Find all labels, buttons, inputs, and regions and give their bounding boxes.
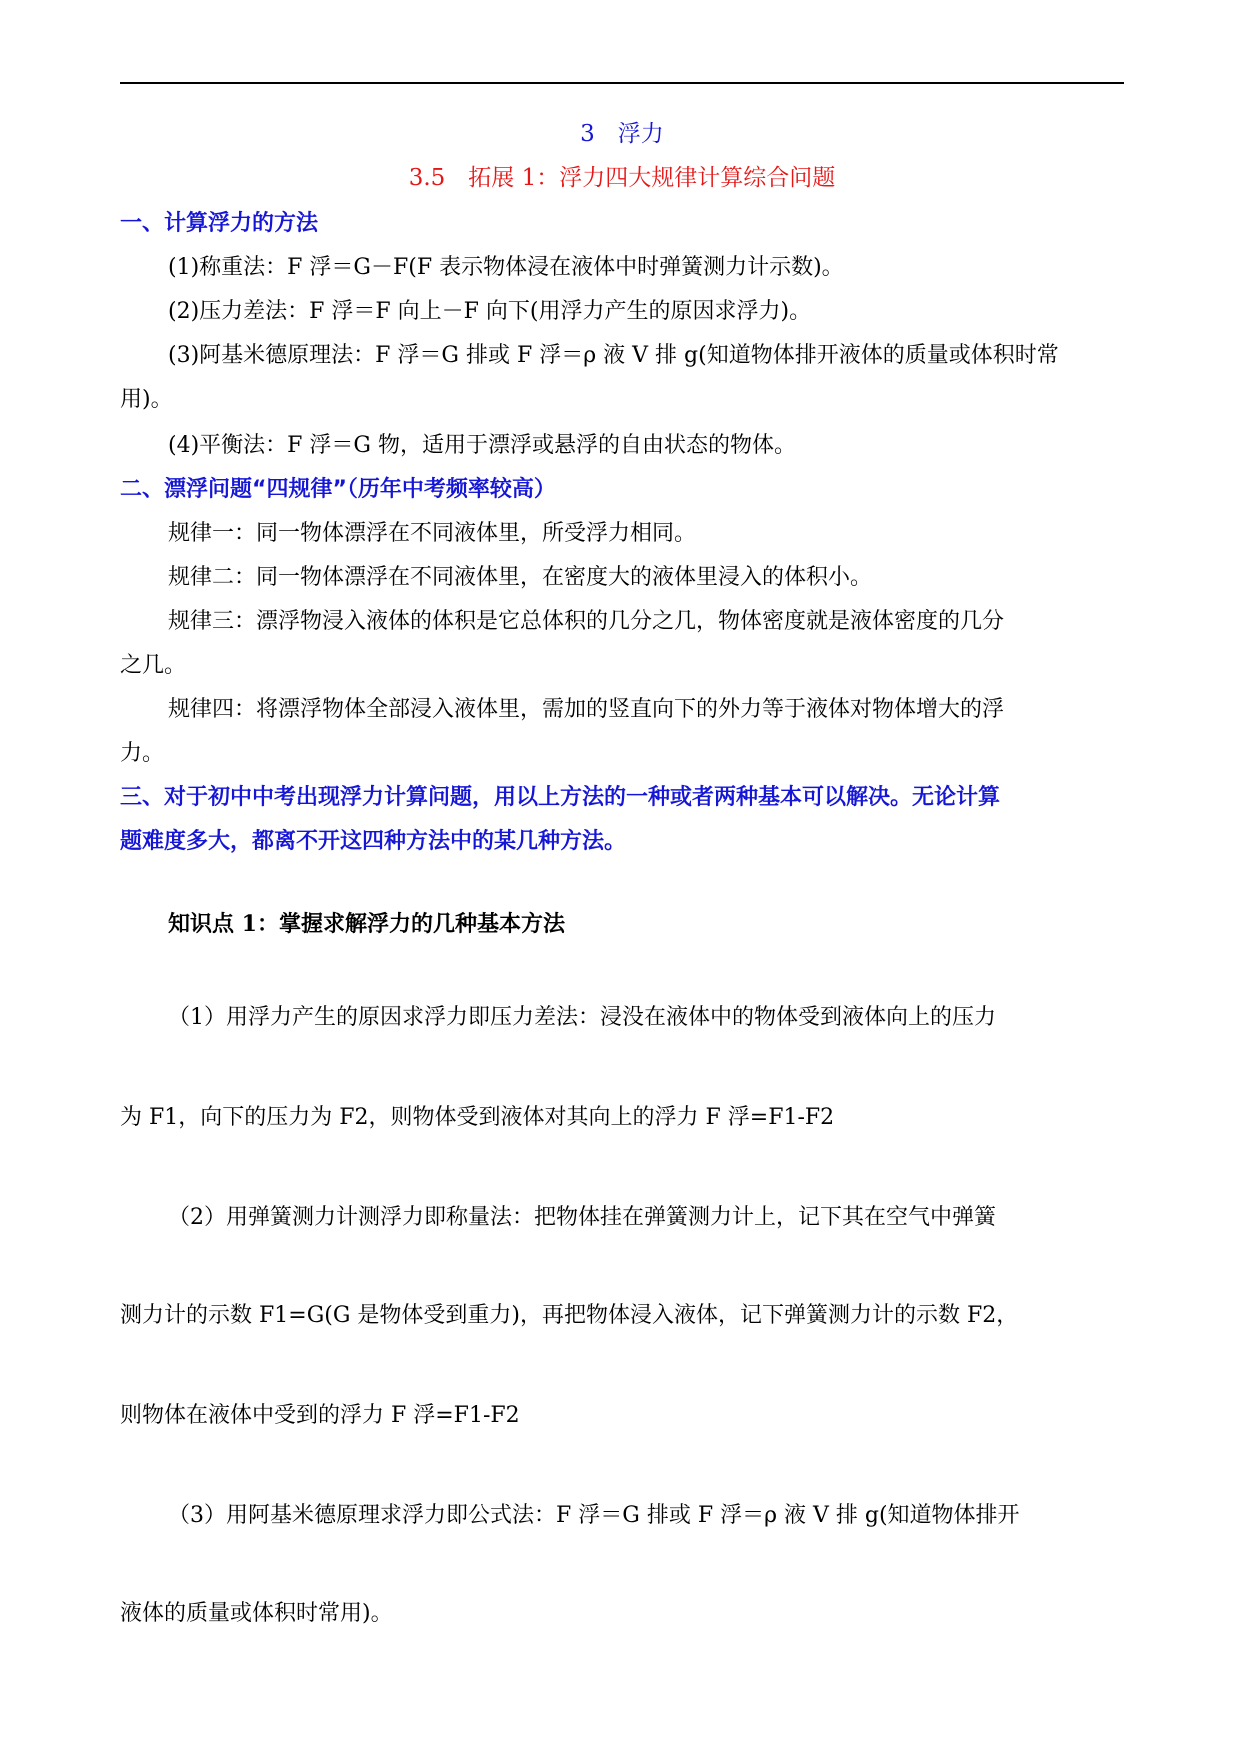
knowledge-line-6: （3）用阿基米德原理求浮力即公式法：F 浮＝G 排或 F 浮＝ρ 液 V 排 g(知道物体排开	[168, 1503, 1020, 1528]
method-pressure-difference: (2)压力差法：F 浮＝F 向上－F 向下(用浮力产生的原因求浮力)。	[168, 299, 812, 324]
knowledge-line-5: 则物体在液体中受到的浮力 F 浮=F1-F2	[120, 1403, 520, 1428]
method-archimedes-cont: 用)。	[120, 387, 173, 412]
knowledge-title: 知识点 1：掌握求解浮力的几种基本方法	[168, 911, 565, 937]
rule-3-cont: 之几。	[120, 653, 187, 678]
section-title: 3.5 拓展 1：浮力四大规律计算综合问题	[408, 165, 836, 191]
part1-heading: 一、计算浮力的方法	[120, 211, 319, 236]
rule-2: 规律二：同一物体漂浮在不同液体里，在密度大的液体里浸入的体积小。	[168, 565, 873, 590]
knowledge-line-4: 测力计的示数 F1=G(G 是物体受到重力)，再把物体浸入液体，记下弹簧测力计的示数 F2，	[120, 1303, 1019, 1328]
rule-3: 规律三：漂浮物浸入液体的体积是它总体积的几分之几，物体密度就是液体密度的几分	[168, 609, 1005, 634]
part3-line-1: 三、对于初中中考出现浮力计算问题，用以上方法的一种或者两种基本可以解决。无论计算	[120, 785, 1001, 810]
knowledge-line-2: 为 F1，向下的压力为 F2，则物体受到液体对其向上的浮力 F 浮=F1-F2	[120, 1105, 835, 1130]
knowledge-line-7: 液体的质量或体积时常用)。	[120, 1601, 393, 1626]
knowledge-line-1: （1）用浮力产生的原因求浮力即压力差法：浸没在液体中的物体受到液体向上的压力	[168, 1005, 996, 1030]
part2-heading: 二、漂浮问题“四规律”（历年中考频率较高）	[120, 477, 556, 502]
rule-4: 规律四：将漂浮物体全部浸入液体里，需加的竖直向下的外力等于液体对物体增大的浮	[168, 697, 1005, 722]
part3-line-2: 题难度多大，都离不开这四种方法中的某几种方法。	[120, 829, 627, 854]
method-weighing: (1)称重法：F 浮＝G－F(F 表示物体浸在液体中时弹簧测力计示数)。	[168, 255, 844, 280]
header-rule	[120, 82, 1124, 84]
method-archimedes: (3)阿基米德原理法：F 浮＝G 排或 F 浮＝ρ 液 V 排 g(知道物体排开液体的质量或体积时常	[168, 343, 1059, 368]
method-balance: (4)平衡法：F 浮＝G 物，适用于漂浮或悬浮的自由状态的物体。	[168, 433, 796, 458]
knowledge-line-3: （2）用弹簧测力计测浮力即称量法：把物体挂在弹簧测力计上，记下其在空气中弹簧	[168, 1205, 996, 1230]
rule-4-cont: 力。	[120, 741, 165, 766]
rule-1: 规律一：同一物体漂浮在不同液体里，所受浮力相同。	[168, 521, 697, 546]
chapter-title: 3 浮力	[580, 121, 664, 147]
